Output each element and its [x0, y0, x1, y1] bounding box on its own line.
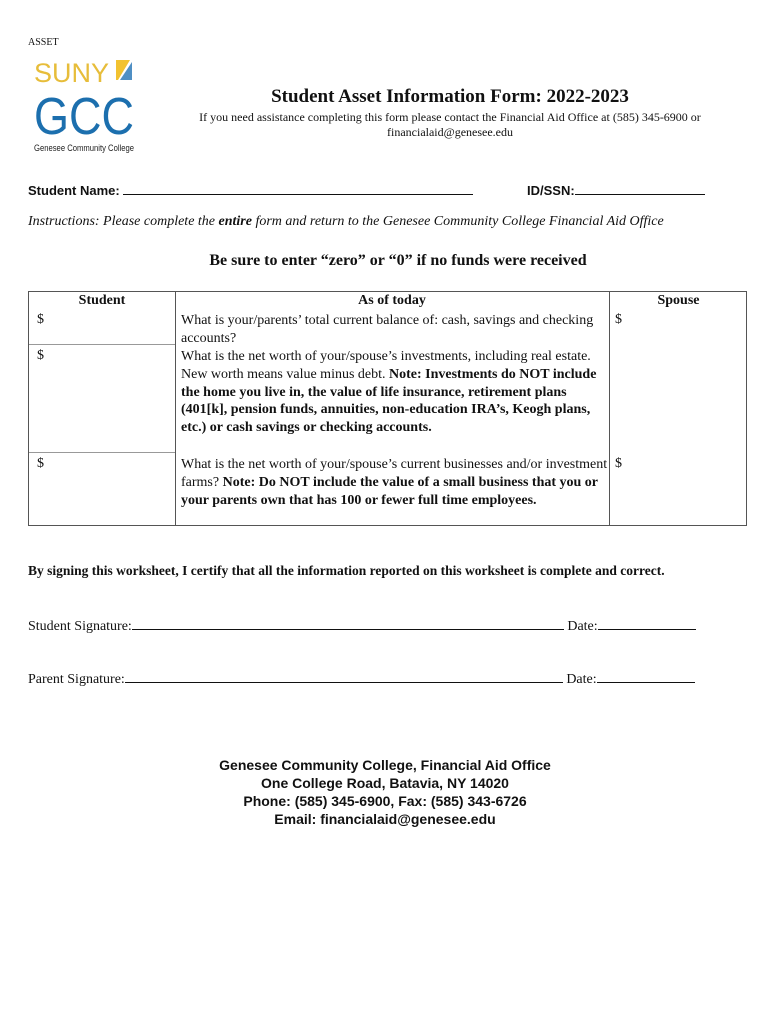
- spouse-amount-1[interactable]: $: [615, 312, 622, 327]
- page-title: Student Asset Information Form: 2022-2023: [271, 86, 629, 107]
- id-ssn-label: ID/SSN:: [527, 183, 575, 198]
- row-divider: [29, 344, 175, 345]
- zero-reminder: Be sure to enter “zero” or “0” if no funds were received: [209, 252, 587, 269]
- id-ssn-field[interactable]: [575, 180, 705, 195]
- logo-suny-text: SUNY: [34, 58, 110, 88]
- question-3: [181, 456, 609, 509]
- instructions-label: Instructions: [28, 214, 95, 229]
- instructions: [28, 214, 664, 230]
- student-amount-3[interactable]: $: [37, 456, 44, 471]
- parent-date-field[interactable]: [597, 668, 695, 683]
- parent-signature-label: Parent Signature:: [28, 672, 125, 687]
- footer-email: Email: financialaid@genesee.edu: [274, 811, 496, 827]
- header-spouse: Spouse: [657, 293, 700, 308]
- table-divider: [609, 292, 610, 525]
- student-date-field[interactable]: [598, 615, 696, 630]
- student-name-field[interactable]: [123, 180, 473, 195]
- student-amount-2[interactable]: $: [37, 348, 44, 363]
- question-2-text: What is the net worth of your/spouse’s investments, including real estate. New worth means value minus debt.: [181, 349, 591, 382]
- question-2: [181, 348, 609, 437]
- instructions-text: : Please complete the: [94, 214, 219, 229]
- student-name-row: [28, 180, 473, 198]
- certification-statement: By signing this worksheet, I certify that all the information reported on this worksheet is complete and correct.: [28, 563, 665, 578]
- row-divider: [29, 452, 175, 453]
- question-1-text: What is your/parents’ total current balance of: cash, savings and checking accounts?: [181, 313, 594, 346]
- logo-college-name: Genesee Community College: [34, 143, 134, 153]
- footer-address: One College Road, Batavia, NY 14020: [261, 775, 509, 791]
- table-divider: [175, 292, 176, 525]
- form-code-label: ASSET: [28, 37, 59, 48]
- id-ssn-row: [527, 180, 705, 198]
- student-signature-field[interactable]: [132, 615, 564, 630]
- student-amount-1[interactable]: $: [37, 312, 44, 327]
- parent-date-label: Date:: [566, 672, 597, 687]
- header-student: Student: [78, 293, 126, 308]
- question-1: [181, 312, 609, 348]
- question-3-text: What is the net worth of your/spouse’s current businesses and/or investment farms?: [181, 457, 608, 490]
- student-name-label: Student Name:: [28, 183, 120, 198]
- header-as-of-today: As of today: [358, 293, 426, 308]
- student-date-label: Date:: [567, 619, 598, 634]
- student-signature-row: [28, 615, 696, 635]
- student-signature-label: Student Signature:: [28, 619, 132, 634]
- asset-table: [28, 291, 747, 526]
- question-3-note: Note: Do NOT include the value of a small business that you or your parents own that has 100 or fewer full time employees.: [181, 474, 598, 508]
- footer-office-name: Genesee Community College, Financial Aid Office: [219, 757, 551, 773]
- instructions-emphasis: entire: [218, 214, 252, 229]
- footer-phone-fax: Phone: (585) 345-6900, Fax: (585) 343-6726: [243, 793, 527, 809]
- instructions-text-end: form and return to the Genesee Community College Financial Aid Office: [251, 214, 664, 229]
- spouse-amount-3[interactable]: $: [615, 456, 622, 471]
- parent-signature-field[interactable]: [125, 668, 563, 683]
- suny-gcc-logo: [34, 56, 144, 156]
- parent-signature-row: [28, 668, 695, 688]
- assistance-email: financialaid@genesee.edu: [387, 125, 513, 139]
- question-2-note: Note: Investments do NOT include the home you live in, the value of life insurance, retirement plans (401[k], pension funds, annuities, non-education IRA’s, Keogh plans, etc.) or cash savings or checking accounts.: [181, 366, 597, 436]
- assistance-text: If you need assistance completing this form please contact the Financial Aid Office at (585) 345-6900 or: [199, 110, 701, 124]
- logo-gcc-text: GCC: [34, 88, 134, 146]
